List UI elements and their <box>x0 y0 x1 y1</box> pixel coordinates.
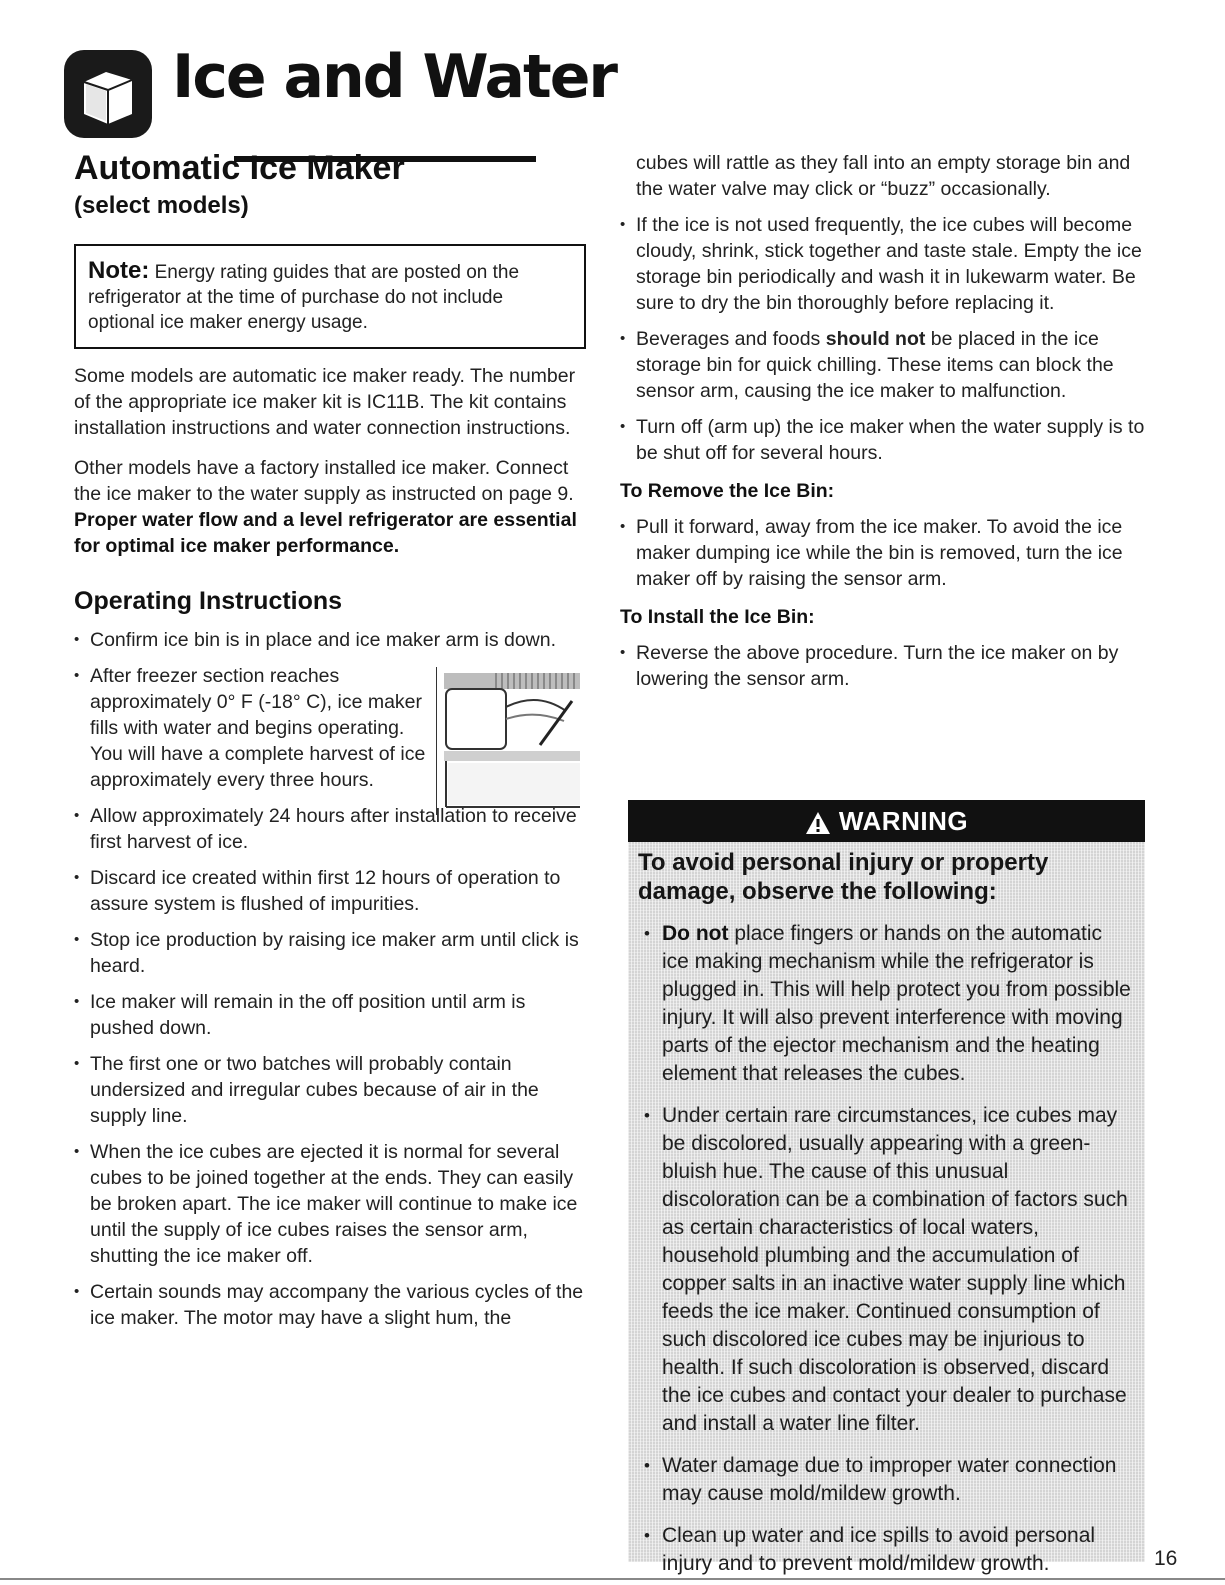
warning-item: • Under certain rare circumstances, ice cubes may be discolored, usually appearing with a green-bluish hue. The cause of this unusual discoloration can be a combination of factors such as certain characteristics of local waters, household plumbing and the accumulation of copper salts in an inactive water supply line which feeds the ice maker. Continued consumption of such discolored ice cubes may be injurious to health. If such discoloration is observed, discard the ice cubes and contact your dealer to purchase and install a water line filter. <box>638 1102 1131 1438</box>
warning-box <box>628 800 1145 1575</box>
list-item: • Stop ice production by raising ice maker arm until click is heard. <box>74 927 586 979</box>
list-item: • The first one or two batches will probably contain undersized and irregular cubes because of air in the supply line. <box>74 1051 586 1129</box>
list-item: • Allow approximately 24 hours after installation to receive first harvest of ice. <box>74 803 586 855</box>
section-subtitle: (select models) <box>74 192 249 219</box>
warning-item: • Water damage due to improper water connection may cause mold/mildew growth. <box>638 1452 1131 1508</box>
operating-instructions-list <box>74 627 586 1331</box>
list-item: • When the ice cubes are ejected it is normal for several cubes to be joined together at the ends. They can easily be broken apart. The ice maker will continue to make ice until the supply of ice cubes raises the sensor arm, shutting the ice maker off. <box>74 1139 586 1269</box>
list-item-text: be placed in the ice storage bin for quick chilling. These items can block the sensor arm, causing the ice maker to malfunction. <box>636 328 1114 402</box>
warning-item: • Clean up water and ice spills to avoid personal injury and to prevent mold/mildew growth. <box>638 1522 1131 1578</box>
right-column <box>620 150 1148 692</box>
list-item: • Discard ice created within first 12 hours of operation to assure system is flushed of impurities. <box>74 865 586 917</box>
ice-tips-list <box>620 212 1148 466</box>
install-bin-list <box>620 640 1148 692</box>
warning-lead: To avoid personal injury or property damage, observe the following: <box>638 849 1049 905</box>
note-label: Note: <box>88 257 150 284</box>
paragraph-factory-text: Other models have a factory installed ice maker. Connect the ice maker to the water supply as instructed on page 9. <box>74 457 574 505</box>
warning-triangle-icon <box>805 811 831 835</box>
warning-title: WARNING <box>838 806 969 836</box>
remove-bin-list <box>620 514 1148 592</box>
remove-bin-heading: To Remove the Ice Bin: <box>620 480 835 502</box>
left-column <box>74 148 586 1331</box>
warning-item-bold: Do not <box>662 922 729 945</box>
page-number: 16 <box>1154 1547 1178 1570</box>
continued-text: cubes will rattle as they fall into an empty storage bin and the water valve may click or “buzz” occasionally. <box>636 152 1131 200</box>
note-text: Energy rating guides that are posted on the refrigerator at the time of purchase do not include optional ice maker energy usage. <box>88 262 520 333</box>
list-item: • Pull it forward, away from the ice maker. To avoid the ice maker dumping ice while the bin is removed, turn the ice maker off by raising the sensor arm. <box>620 514 1148 592</box>
operating-instructions-title: Operating Instructions <box>74 587 343 615</box>
warning-item <box>638 920 1131 1088</box>
list-item-text: Beverages and foods <box>636 328 826 350</box>
paragraph-factory-bold: Proper water flow and a level refrigerator are essential for optimal ice maker performance. <box>74 509 577 557</box>
ice-maker-illustration <box>436 667 580 815</box>
warning-header <box>628 800 1145 842</box>
warning-body <box>628 842 1145 1578</box>
list-item: • Confirm ice bin is in place and ice maker arm is down. <box>74 627 586 653</box>
warning-list <box>638 920 1131 1578</box>
list-item: • Certain sounds may accompany the various cycles of the ice maker. The motor may have a slight hum, the <box>74 1279 586 1331</box>
install-bin-heading: To Install the Ice Bin: <box>620 606 815 628</box>
list-item: • Reverse the above procedure. Turn the ice maker on by lowering the sensor arm. <box>620 640 1148 692</box>
note-box <box>74 244 586 349</box>
list-item: • If the ice is not used frequently, the ice cubes will become cloudy, shrink, stick together and taste stale. Empty the ice storage bin periodically and wash it in lukewarm water. Be sure to dry the bin thoroughly before replacing it. <box>620 212 1148 316</box>
section-title: Automatic Ice Maker <box>74 149 405 187</box>
list-item <box>74 663 586 793</box>
warning-item-text: place fingers or hands on the automatic ice making mechanism while the refrigerator is plugged in. This will help protect you from possible injury. It will also prevent interference with moving parts of the ejector mechanism and the heating element that releases the cubes. <box>662 922 1131 1085</box>
list-item-text: • After freezer section reaches approximately 0° F (-18° C), ice maker fills with water and begins operating. You will have a complete harvest of ice approximately every three hours. <box>90 665 426 791</box>
paragraph-kit: Some models are automatic ice maker ready. The number of the appropriate ice maker kit is IC11B. The kit contains installation instructions and water connection instructions. <box>74 365 576 439</box>
paragraph-factory <box>74 455 586 559</box>
ice-cube-icon <box>62 48 154 140</box>
page-title: Ice and Water <box>172 42 617 112</box>
bottom-rule <box>0 1578 1225 1580</box>
list-item <box>620 326 1148 404</box>
list-item: • Ice maker will remain in the off position until arm is pushed down. <box>74 989 586 1041</box>
list-item: • Turn off (arm up) the ice maker when the water supply is to be shut off for several hours. <box>620 414 1148 466</box>
list-item-bold: should not <box>825 328 926 350</box>
